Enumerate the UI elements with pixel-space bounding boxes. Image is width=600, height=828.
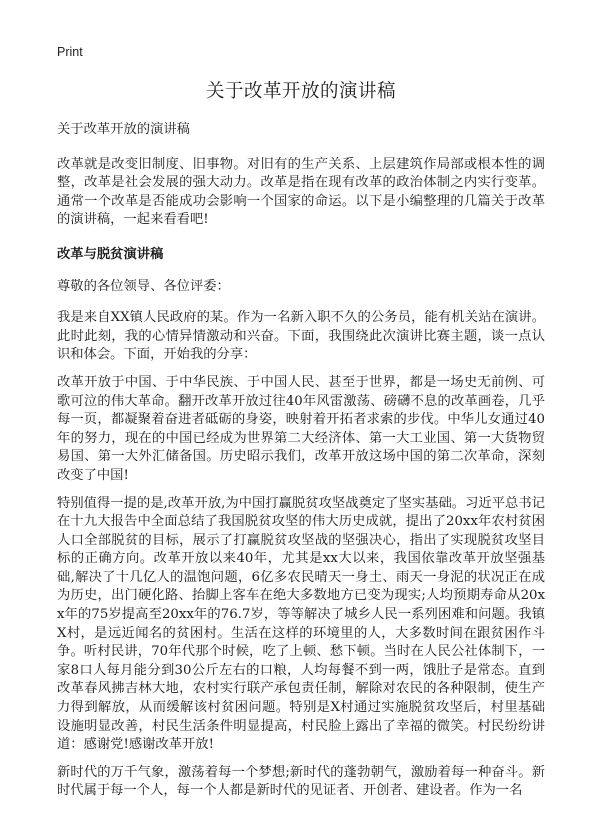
section-heading: 改革与脱贫演讲稿 bbox=[57, 246, 164, 262]
body-paragraph-new-era: 新时代的万千气象，激荡着每一个梦想;新时代的蓬勃朝气，激励着每一种奋斗。新时代属于每一个人，每一个人都是新时代的见证者、开创者、建设者。作为一名 bbox=[57, 764, 545, 799]
document-title: 关于改革开放的演讲稿 bbox=[205, 81, 396, 102]
body-paragraph-self-intro: 我是来自XX镇人民政府的某。作为一名新入职不久的公务员，能有机关站在演讲。此时此刻，我的心情异情激动和兴奋。下面，我围绕此次演讲比赛主题，谈一点认识和体会。下面，开始我的分享： bbox=[57, 310, 545, 363]
print-link[interactable]: Print bbox=[57, 45, 83, 59]
document-body bbox=[57, 121, 545, 810]
greeting-paragraph: 尊敬的各位领导、各位评委： bbox=[57, 278, 230, 294]
body-paragraph-reform-overview: 改革开放于中国、于中华民族、于中国人民、甚至于世界，都是一场史无前例、可歌可泣的伟大革命。翻开改革开放过往40年风雷激荡、磅礴不息的改革画卷，几乎每一页，都凝聚着奋进者砥砺的身姿，映射着开拓者求索的步伐。中华儿女通过40年的努力，现在的中国已经成为世界第二大经济体、第一大工业国、第一大货物贸易国、第一大外汇储备国。历史昭示我们，改革开放这场中国的第二次革命，深刻改变了中国! bbox=[57, 374, 545, 483]
body-paragraph-poverty-alleviation: 特别值得一提的是,改革开放,为中国打赢脱贫攻坚战奠定了坚实基础。习近平总书记在十九大报告中全面总结了我国脱贫攻坚的伟大历史成就，提出了20xx年农村贫困人口全部脱贫的目标，展示了打赢脱贫攻坚战的坚强决心，指出了实现脱贫攻坚目标的正确方向。改革开放以来40年，尤其是xx大以来，我国依靠改革开放坚强基础,解决了十几亿人的温饱问题，6亿多农民晴天一身土、雨天一身泥的状况正在成为历史，出门硬化路、抬脚上客车在绝大多数地方已变为现实;人均预期寿命从20xx年的75岁提高至20xx年的76.7岁，等等解决了城乡人民一系列困难和问题。我镇X村，是远近闻名的贫困村。生活在这样的环境里的人，大多数时间在跟贫困作斗争。听村民讲，70年代那个时候，吃了上顿、愁下顿。当时在人民公社体制下，一家8口人每月能分到30公斤左右的口粮，人均每餐不到一两，饿肚子是常态。直到改革春风拂吉林大地，农村实行联产承包责任制，解除对农民的各种限制，使生产力得到解放，从而缓解该村贫困问题。特别是X村通过实施脱贫攻坚后，村里基础设施明显改善，村民生活条件明显提高，村民脸上露出了幸福的微笑。村民纷纷讲道：感谢党!感谢改革开放! bbox=[57, 495, 545, 753]
intro-paragraph: 改革就是改变旧制度、旧事物。对旧有的生产关系、上层建筑作局部或根本性的调整，改革是社会发展的强大动力。改革是指在现有改革的政治体制之内实行变革。通常一个改革是否能成功会影响一个国家的命运。以下是小编整理的几篇关于改革的演讲稿，一起来看看吧! bbox=[57, 156, 545, 228]
document-subtitle: 关于改革开放的演讲稿 bbox=[57, 122, 190, 137]
